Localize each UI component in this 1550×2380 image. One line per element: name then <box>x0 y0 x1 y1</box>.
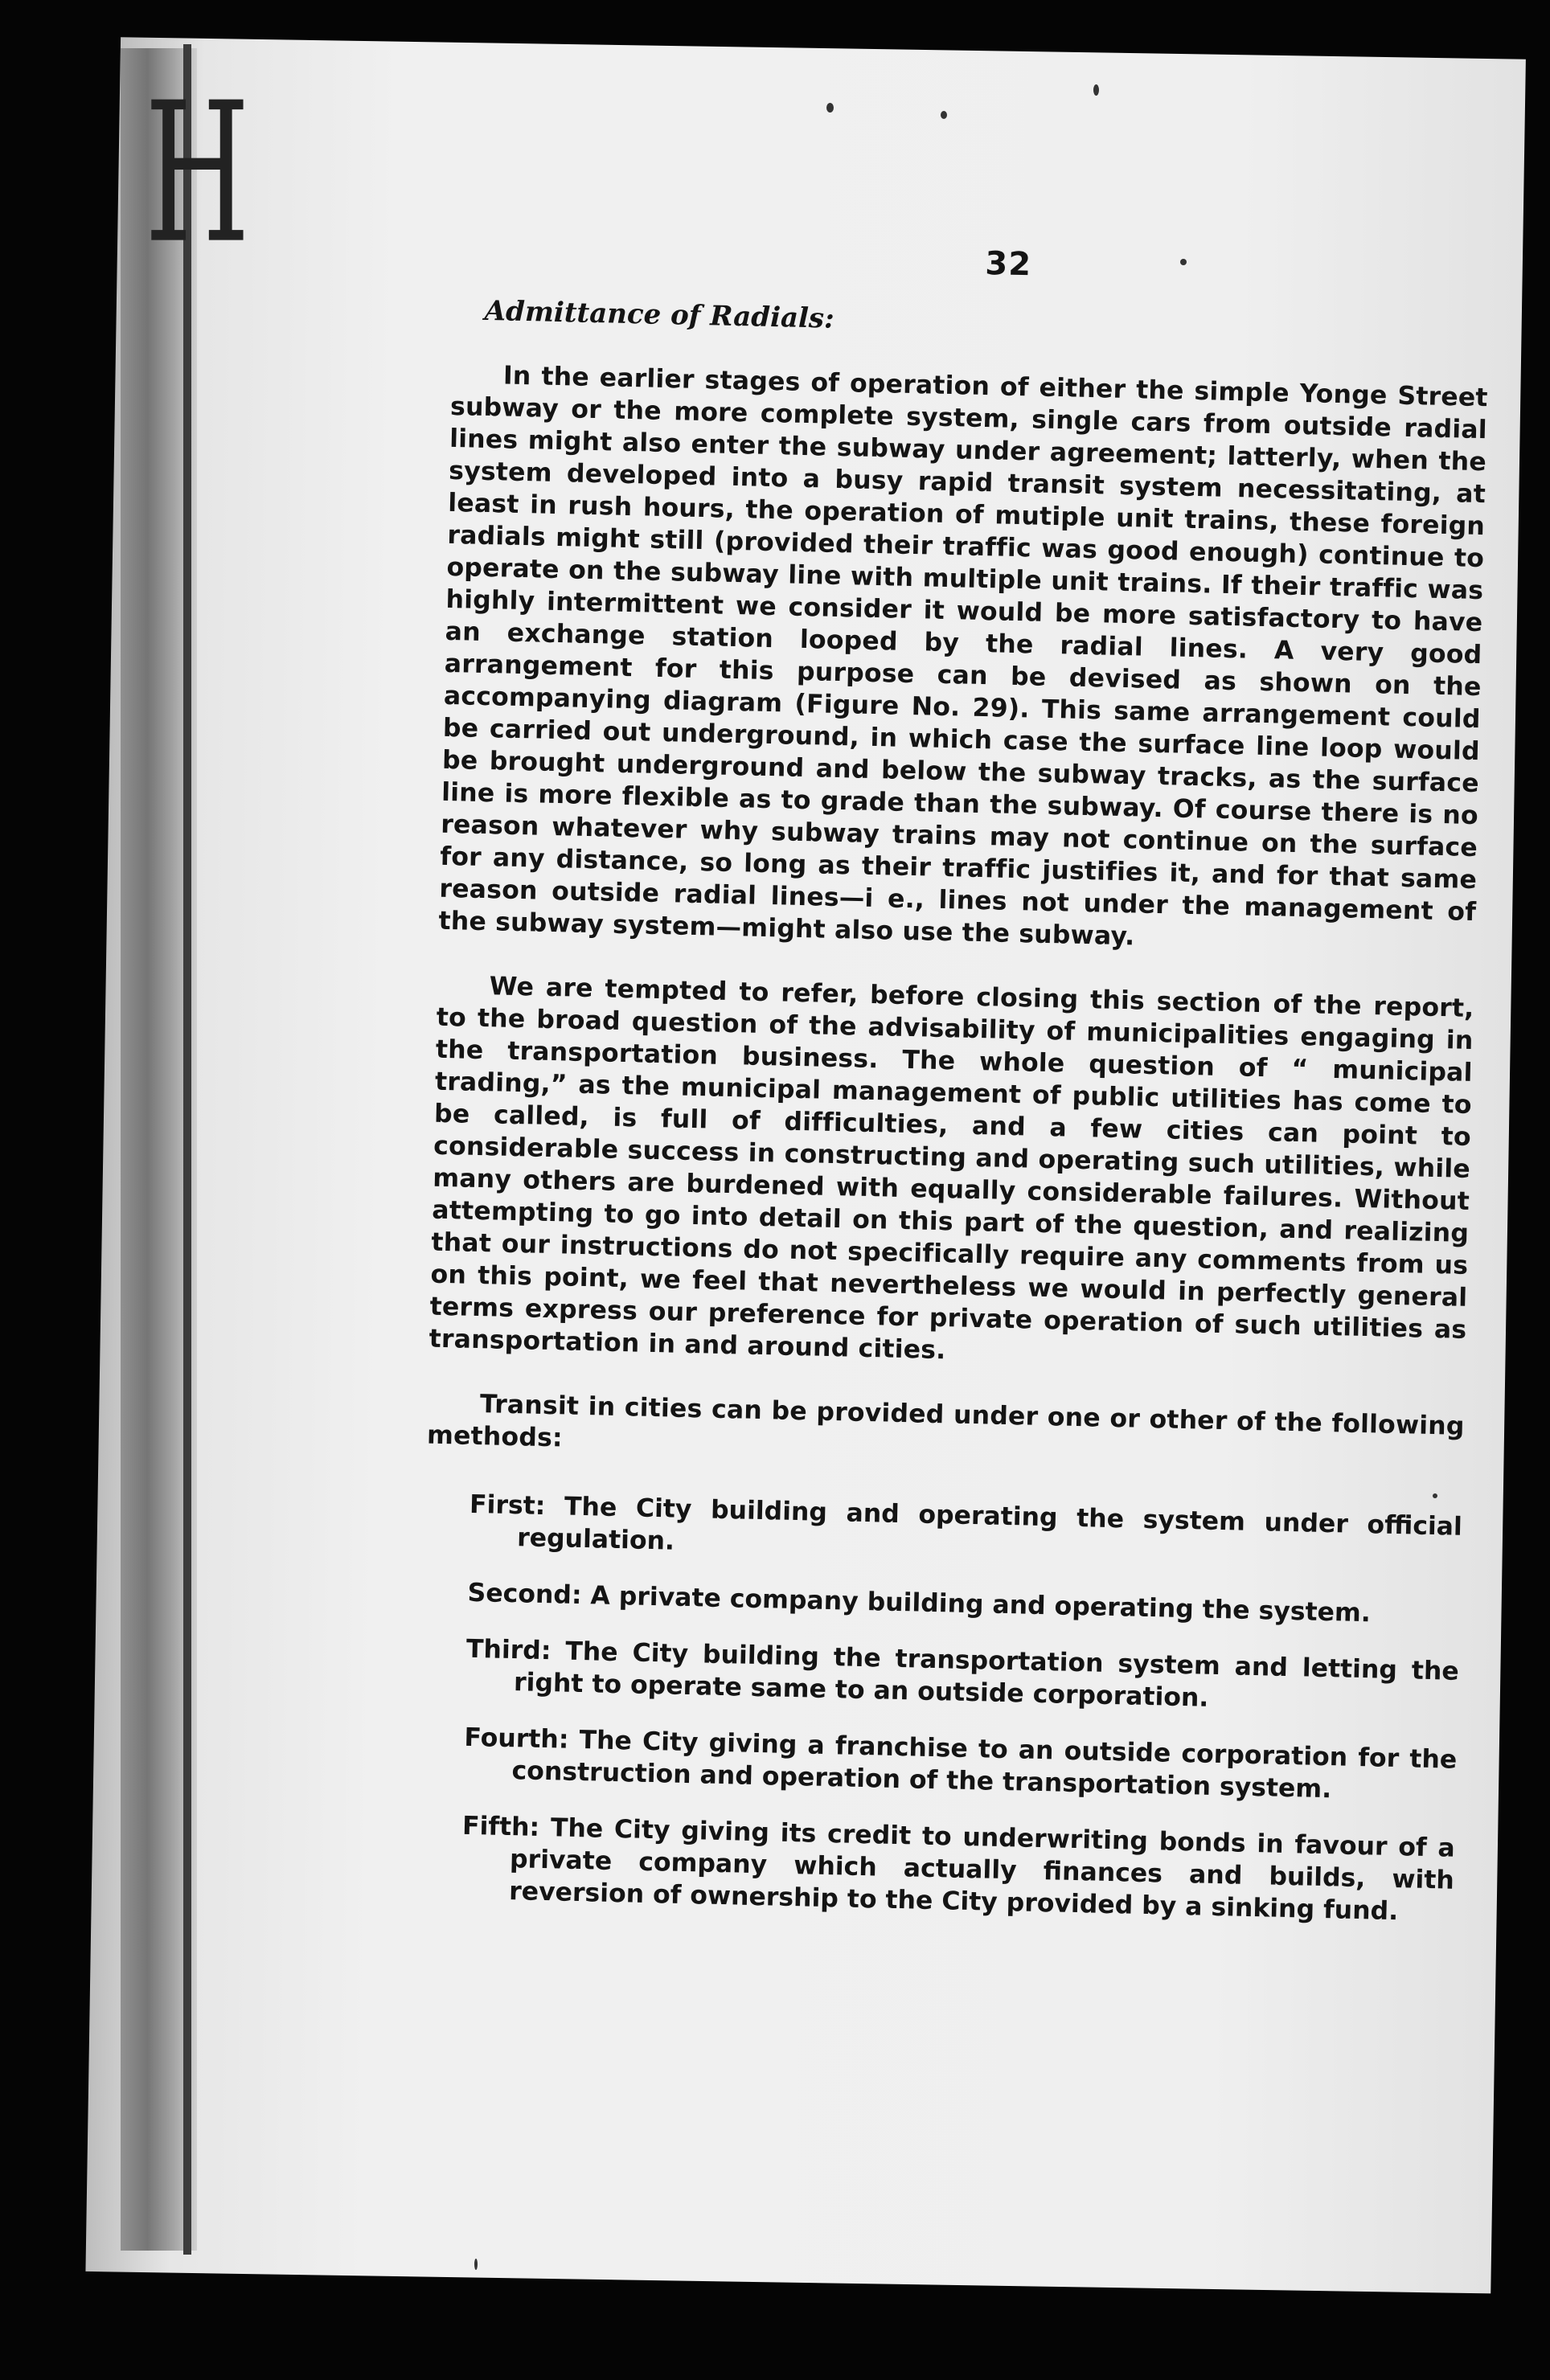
paragraph-transit-methods-intro: Transit in cities can be provided under one or other of the following methods: <box>426 1390 1466 1453</box>
paragraph-municipal-trading: We are tempted to refer, before closing this section of the report, to the broad question of the advisability of municipalities engaging in the transportation business. The whole question of “ municipal trading,” as the municipal management of public utilities has come to be called, is full of difficulties, and a few cities can point to considerable success in constructing and operating such utilities, while many others are burdened with equally considerable failures. Without attempting to go into detail on this part of the question, and realizing that our instructions do not specifically require any comments from us on this point, we feel that nevertheless we would in perfectly general terms express our preference for private operation of such utilities as transportation in and around cities. <box>429 972 1474 1366</box>
speck <box>941 111 947 119</box>
method-text: The City building the transportation system and letting the right to operate same to an outside corporation. <box>513 1637 1460 1713</box>
method-item <box>463 1722 1457 1809</box>
method-label: Second: <box>467 1578 582 1611</box>
method-item <box>465 1633 1459 1720</box>
method-text: The City building and operating the system under official regulation. <box>516 1492 1463 1556</box>
method-text: The City giving a franchise to an outside corporation for the construction and operation of the transportation system. <box>511 1726 1458 1804</box>
method-label: Fourth: <box>464 1723 569 1755</box>
margin-mark: H <box>145 62 250 287</box>
method-item <box>467 1577 1461 1632</box>
paragraph-radials: In the earlier stages of operation of either the simple Yonge Street subway or the more complete system, single cars from outside radial lines might also enter the subway under agreement; latterly, when the system developed into a busy rapid transit system necessitating, at least in rush hours, the operation of mutiple unit trains, these foreign radials might still (provided their traffic was good enough) continue to operate on the subway line with multiple unit trains. If their traffic was highly intermittent we consider it would be more satisfactory to have an exchange station looped by the radial lines. A very good arrangement for this purpose can be devised as shown on the accompanying diagram (Figure No. 29). This same arrangement could be carried out underground, in which case the surface line loop would be brought underground and below the subway tracks, as the surface line is more flexible as to grade than the subway. Of course there is no reason whatever why subway trains may not continue on the surface for any distance, so long as their traffic justifies it, and for that same reason outside radial lines—i e., lines not under the management of the subway system—might also use the subway. <box>438 361 1489 952</box>
method-label: Fifth: <box>461 1811 540 1842</box>
method-label: Third: <box>465 1634 552 1666</box>
method-item <box>461 1810 1455 1929</box>
speck <box>474 2259 478 2270</box>
spine-line <box>183 44 191 2255</box>
page-number: 32 <box>984 244 1032 284</box>
section-heading: Admittance of Radials: <box>484 294 835 335</box>
method-item <box>469 1489 1462 1575</box>
page-content <box>416 233 1491 1953</box>
speck <box>1093 84 1099 96</box>
method-label: First: <box>469 1489 546 1521</box>
method-text: The City giving its credit to underwriting bonds in favour of a private company which actually finances and builds, with reversion of ownership to the City provided by a sinking fund. <box>508 1813 1456 1927</box>
speck <box>826 103 834 113</box>
method-text: A private company building and operating the system. <box>590 1581 1372 1628</box>
